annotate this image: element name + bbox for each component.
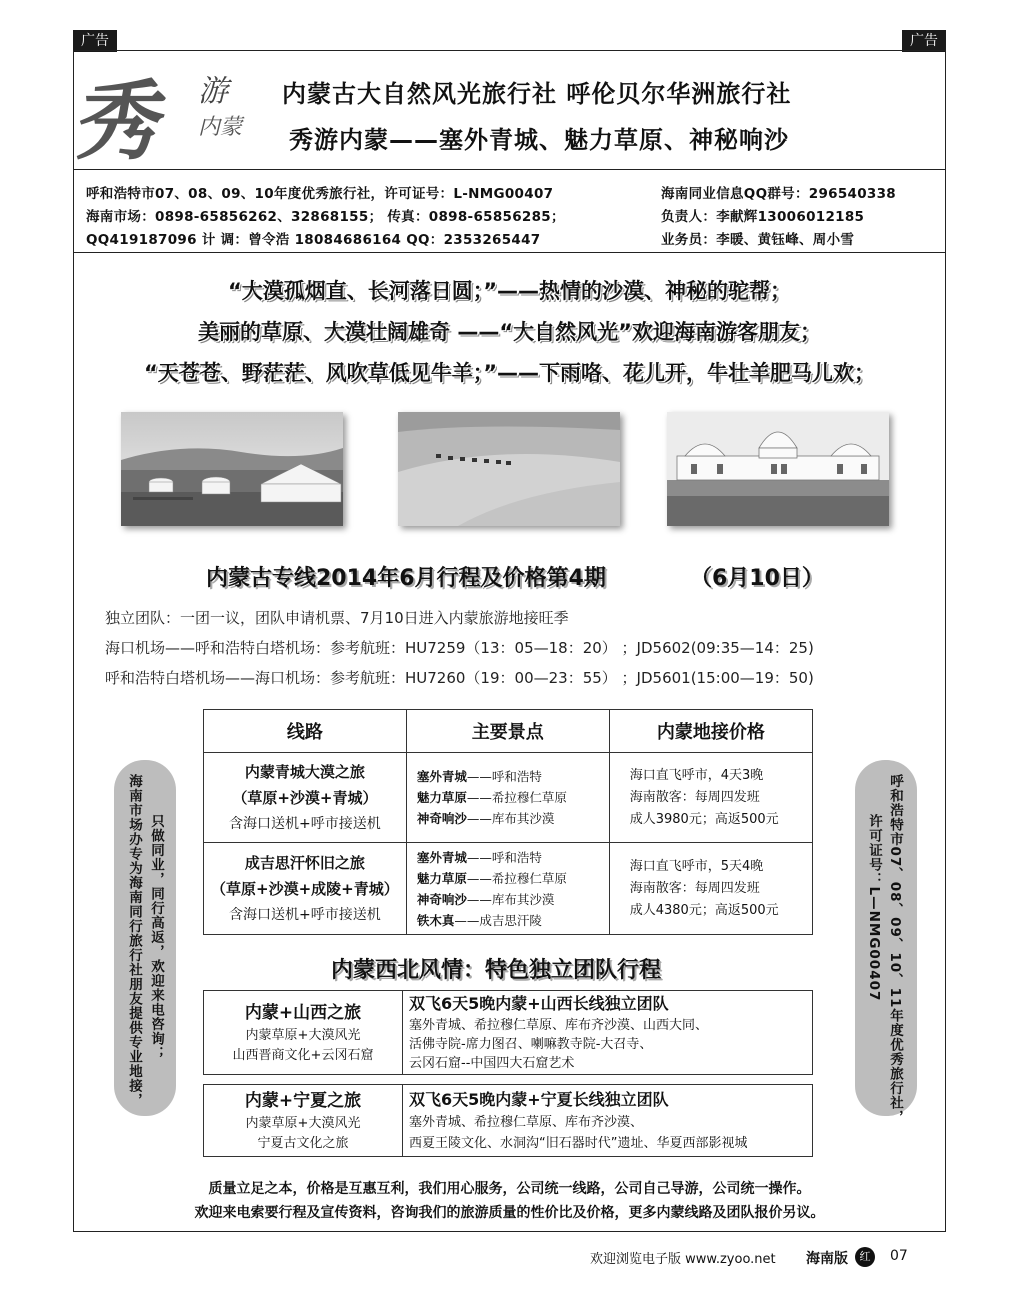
side-right-col1: 呼和浩特市07、08、09、10、11年度优秀旅行社，	[887, 774, 903, 1125]
table-header-route: 线路	[204, 710, 407, 753]
side-panel-left	[114, 760, 176, 1116]
info-team: 独立团队：一团一议，团队申请机票、7月10日进入内蒙旅游地接旺季	[105, 609, 569, 627]
table-header-sights: 主要景点	[406, 710, 609, 753]
contact-row3-right: 业务员：李暖、黄钰峰、周小雪	[661, 232, 855, 248]
slogan-1: “大漠孤烟直、长河落日圆；”——热情的沙漠、神秘的驼帮；	[227, 279, 792, 303]
tour-name: 内蒙+宁夏之旅	[244, 1090, 362, 1111]
sight-place: ——库布其沙漠	[466, 891, 555, 907]
logo-main-char: 秀	[69, 71, 174, 172]
footer-line-2: 欢迎来电索要行程及宣传资料，咨询我们的旅游质量的性价比及价格，更多内蒙线路及团队报价另议。	[194, 1205, 825, 1221]
price-schedule: 海南散客：每周四发班	[629, 880, 760, 896]
contact-row2-right: 负责人：李献辉13006012185	[661, 209, 865, 225]
section-date: （6月10日）	[690, 566, 824, 591]
divider	[73, 252, 946, 253]
mausoleum-photo	[667, 412, 889, 526]
desert-camel-photo	[398, 412, 620, 526]
ad-tag-right: 广告	[902, 30, 946, 52]
slogan-2: 美丽的草原、大漠壮阔雄奇 ——“大自然风光”欢迎海南游客朋友；	[198, 320, 821, 344]
sight-place: ——呼和浩特	[466, 849, 542, 865]
route-type: （草原+沙漠+青城）	[232, 788, 378, 807]
tour-desc: 宁夏古文化之旅	[257, 1135, 349, 1151]
info-flight-back: 呼和浩特白塔机场——海口机场：参考航班：HU7260（19：00—23：55） ；JD5601(15:00—19：50)	[105, 669, 814, 687]
footer-line-1: 质量立足之本，价格是互惠互利，我们用心服务，公司统一线路，公司自己导游，公司统一操作。	[208, 1181, 811, 1197]
route-name: 成吉思汗怀旧之旅	[244, 853, 365, 872]
page-number: 07	[890, 1248, 908, 1264]
price-amount: 成人4380元；高返500元	[629, 902, 779, 918]
sight-place: ——希拉穆仁草原	[466, 870, 567, 886]
sight-label: 神奇响沙	[416, 811, 467, 826]
edition-label: 海南版	[806, 1251, 848, 1267]
northwest-title: 内蒙西北风情：特色独立团队行程	[331, 958, 662, 983]
tour-detail: 云冈石窟--中国四大石窟艺术	[409, 1056, 575, 1071]
header-tagline: 秀游内蒙——塞外青城、魅力草原、神秘响沙	[289, 126, 789, 154]
sight-label: 神奇响沙	[416, 891, 467, 907]
side-panel-right	[855, 760, 917, 1125]
price-duration: 海口直飞呼市，4天3晚	[629, 767, 764, 783]
price-schedule: 海南散客：每周四发班	[629, 789, 760, 805]
contact-row1-left: 呼和浩特市07、08、09、10年度优秀旅行社，许可证号：L-NMG00407	[86, 186, 554, 202]
tour-table-shanxi	[203, 990, 813, 1075]
tour-detail: 塞外青城、希拉穆仁草原、库布齐沙漠、山西大同、	[409, 1018, 709, 1033]
tour-detail: 塞外青城、希拉穆仁草原、库布齐沙漠、	[409, 1114, 644, 1130]
info-flight-out: 海口机场——呼和浩特白塔机场：参考航班：HU7259（13：05—18：20） ；JD5602(09:35—14：25)	[105, 639, 814, 657]
side-left-col2: 只做同业，同行高返，欢迎来电咨询；	[148, 814, 164, 1061]
logo-sub-char: 游	[198, 74, 228, 109]
sight-label: 塞外青城	[416, 769, 467, 784]
header-agencies: 内蒙古大自然风光旅行社 呼伦贝尔华洲旅行社	[282, 80, 792, 108]
price-duration: 海口直飞呼市，5天4晚	[629, 858, 764, 874]
route-transfer: 含海口送机+呼市接送机	[229, 815, 381, 832]
tour-title: 双飞6天5晚内蒙+山西长线独立团队	[409, 994, 669, 1013]
route-transfer: 含海口送机+呼市接送机	[229, 906, 381, 923]
tour-desc: 内蒙草原+大漠风光	[245, 1115, 361, 1131]
contact-row3-left: QQ419187096 计 调：曾令浩 18084686164 QQ：2353265447	[86, 232, 541, 248]
price-amount: 成人3980元；高返500元	[629, 811, 779, 827]
yurt-grassland-photo	[121, 412, 343, 526]
sight-label: 铁木真	[416, 912, 455, 928]
tour-desc: 山西晋商文化+云冈石窟	[232, 1047, 374, 1063]
table-row	[204, 843, 813, 935]
sight-label: 魅力草原	[416, 870, 467, 886]
section-title: 内蒙古专线2014年6月行程及价格第4期	[206, 566, 606, 591]
sight-place: ——呼和浩特	[466, 769, 542, 784]
route-type: （草原+沙漠+成陵+青城）	[211, 879, 399, 898]
sight-label: 魅力草原	[416, 790, 467, 805]
slogan-3: “天苍苍、野茫茫、风吹草低见牛羊；”——下雨咯、花儿开，牛壮羊肥马儿欢；	[143, 361, 876, 385]
logo	[69, 58, 270, 172]
tour-desc: 内蒙草原+大漠风光	[245, 1027, 361, 1043]
price-table	[203, 709, 813, 935]
contact-row1-right: 海南同业信息QQ群号：296540338	[661, 186, 896, 202]
tour-title: 双飞6天5晚内蒙+宁夏长线独立团队	[409, 1089, 669, 1109]
tour-detail: 西夏王陵文化、水洞沟“旧石器时代”遗址、华夏西部影视城	[409, 1135, 748, 1151]
contact-row2-left: 海南市场：0898-65856262、32868155； 传真：0898-65856285；	[86, 209, 565, 225]
table-header-price: 内蒙地接价格	[609, 710, 812, 753]
tour-detail: 活佛寺院-席力图召、喇嘛教寺院-大召寺、	[409, 1037, 653, 1052]
tour-table-ningxia	[203, 1084, 813, 1157]
side-right-col2: 许可证号：L—NMG00407	[866, 814, 882, 1002]
sight-label: 塞外青城	[416, 849, 467, 865]
browse-link[interactable]: 欢迎浏览电子版 www.zyoo.net	[590, 1252, 776, 1267]
ad-tag-left: 广告	[73, 30, 117, 52]
tour-name: 内蒙+山西之旅	[244, 1002, 362, 1023]
sight-place: ——成吉思汗陵	[454, 912, 542, 928]
route-name: 内蒙青城大漠之旅	[244, 762, 365, 781]
edition-badge-icon: 红	[855, 1247, 875, 1267]
sight-place: ——希拉穆仁草原	[466, 790, 567, 805]
side-left-col1: 海南市场办专为海南同行旅行社朋友提供专业地接，	[126, 774, 142, 1108]
logo-sub-text: 内蒙	[198, 115, 243, 140]
sight-place: ——库布其沙漠	[466, 811, 555, 826]
table-row	[204, 753, 813, 843]
